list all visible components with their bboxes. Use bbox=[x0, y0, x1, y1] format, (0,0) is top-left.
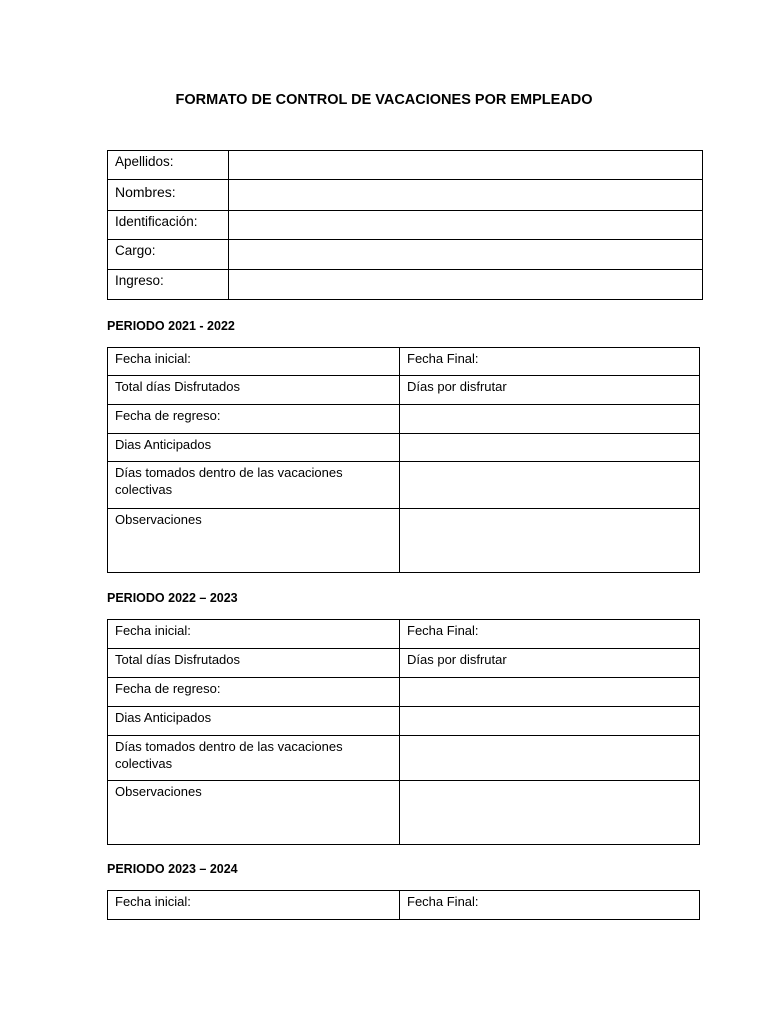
row-value[interactable] bbox=[400, 509, 700, 573]
period-row bbox=[108, 736, 700, 781]
period-row bbox=[108, 707, 700, 736]
row-label: Fecha inicial: bbox=[108, 348, 400, 376]
period-heading: PERIODO 2021 - 2022 bbox=[107, 319, 235, 333]
row-value[interactable] bbox=[400, 781, 700, 845]
row-label: Fecha inicial: bbox=[108, 891, 400, 920]
field-value[interactable] bbox=[229, 270, 703, 300]
row-value[interactable]: Fecha Final: bbox=[400, 891, 700, 920]
field-label: Cargo: bbox=[108, 240, 229, 270]
field-value[interactable] bbox=[229, 211, 703, 240]
field-value[interactable] bbox=[229, 151, 703, 180]
row-value[interactable]: Fecha Final: bbox=[400, 620, 700, 649]
row-label: Observaciones bbox=[108, 781, 400, 845]
row-value[interactable] bbox=[400, 434, 700, 462]
period-row bbox=[108, 891, 700, 920]
row-label: Fecha de regreso: bbox=[108, 405, 400, 434]
employee-row bbox=[108, 151, 703, 180]
period-row bbox=[108, 509, 700, 573]
period-row bbox=[108, 649, 700, 678]
period-row bbox=[108, 405, 700, 434]
period-row bbox=[108, 462, 700, 509]
row-value[interactable]: Días por disfrutar bbox=[400, 649, 700, 678]
period-row bbox=[108, 434, 700, 462]
field-value[interactable] bbox=[229, 240, 703, 270]
row-label: Dias Anticipados bbox=[108, 434, 400, 462]
period-heading: PERIODO 2022 – 2023 bbox=[107, 591, 238, 605]
employee-info-table bbox=[107, 150, 703, 300]
row-label: Observaciones bbox=[108, 509, 400, 573]
period-heading: PERIODO 2023 – 2024 bbox=[107, 862, 238, 876]
field-label: Ingreso: bbox=[108, 270, 229, 300]
employee-row bbox=[108, 211, 703, 240]
period-row bbox=[108, 678, 700, 707]
period-table bbox=[107, 347, 700, 573]
field-value[interactable] bbox=[229, 180, 703, 211]
row-value[interactable] bbox=[400, 405, 700, 434]
row-label: Fecha de regreso: bbox=[108, 678, 400, 707]
row-value[interactable] bbox=[400, 678, 700, 707]
row-label: Fecha inicial: bbox=[108, 620, 400, 649]
document-title: FORMATO DE CONTROL DE VACACIONES POR EMPLEADO bbox=[175, 92, 593, 108]
field-label: Nombres: bbox=[108, 180, 229, 211]
period-table bbox=[107, 890, 700, 920]
period-row bbox=[108, 376, 700, 405]
employee-row bbox=[108, 180, 703, 211]
row-label: Días tomados dentro de las vacaciones colectivas bbox=[108, 736, 400, 781]
row-value[interactable] bbox=[400, 736, 700, 781]
field-label: Identificación: bbox=[108, 211, 229, 240]
field-label: Apellidos: bbox=[108, 151, 229, 180]
row-value[interactable] bbox=[400, 707, 700, 736]
row-label: Total días Disfrutados bbox=[108, 376, 400, 405]
employee-row bbox=[108, 270, 703, 300]
row-label: Dias Anticipados bbox=[108, 707, 400, 736]
row-value[interactable]: Días por disfrutar bbox=[400, 376, 700, 405]
employee-row bbox=[108, 240, 703, 270]
row-value[interactable] bbox=[400, 462, 700, 509]
row-value[interactable]: Fecha Final: bbox=[400, 348, 700, 376]
row-label: Días tomados dentro de las vacaciones colectivas bbox=[108, 462, 400, 509]
period-row bbox=[108, 620, 700, 649]
period-row bbox=[108, 348, 700, 376]
period-table bbox=[107, 619, 700, 845]
row-label: Total días Disfrutados bbox=[108, 649, 400, 678]
period-row bbox=[108, 781, 700, 845]
